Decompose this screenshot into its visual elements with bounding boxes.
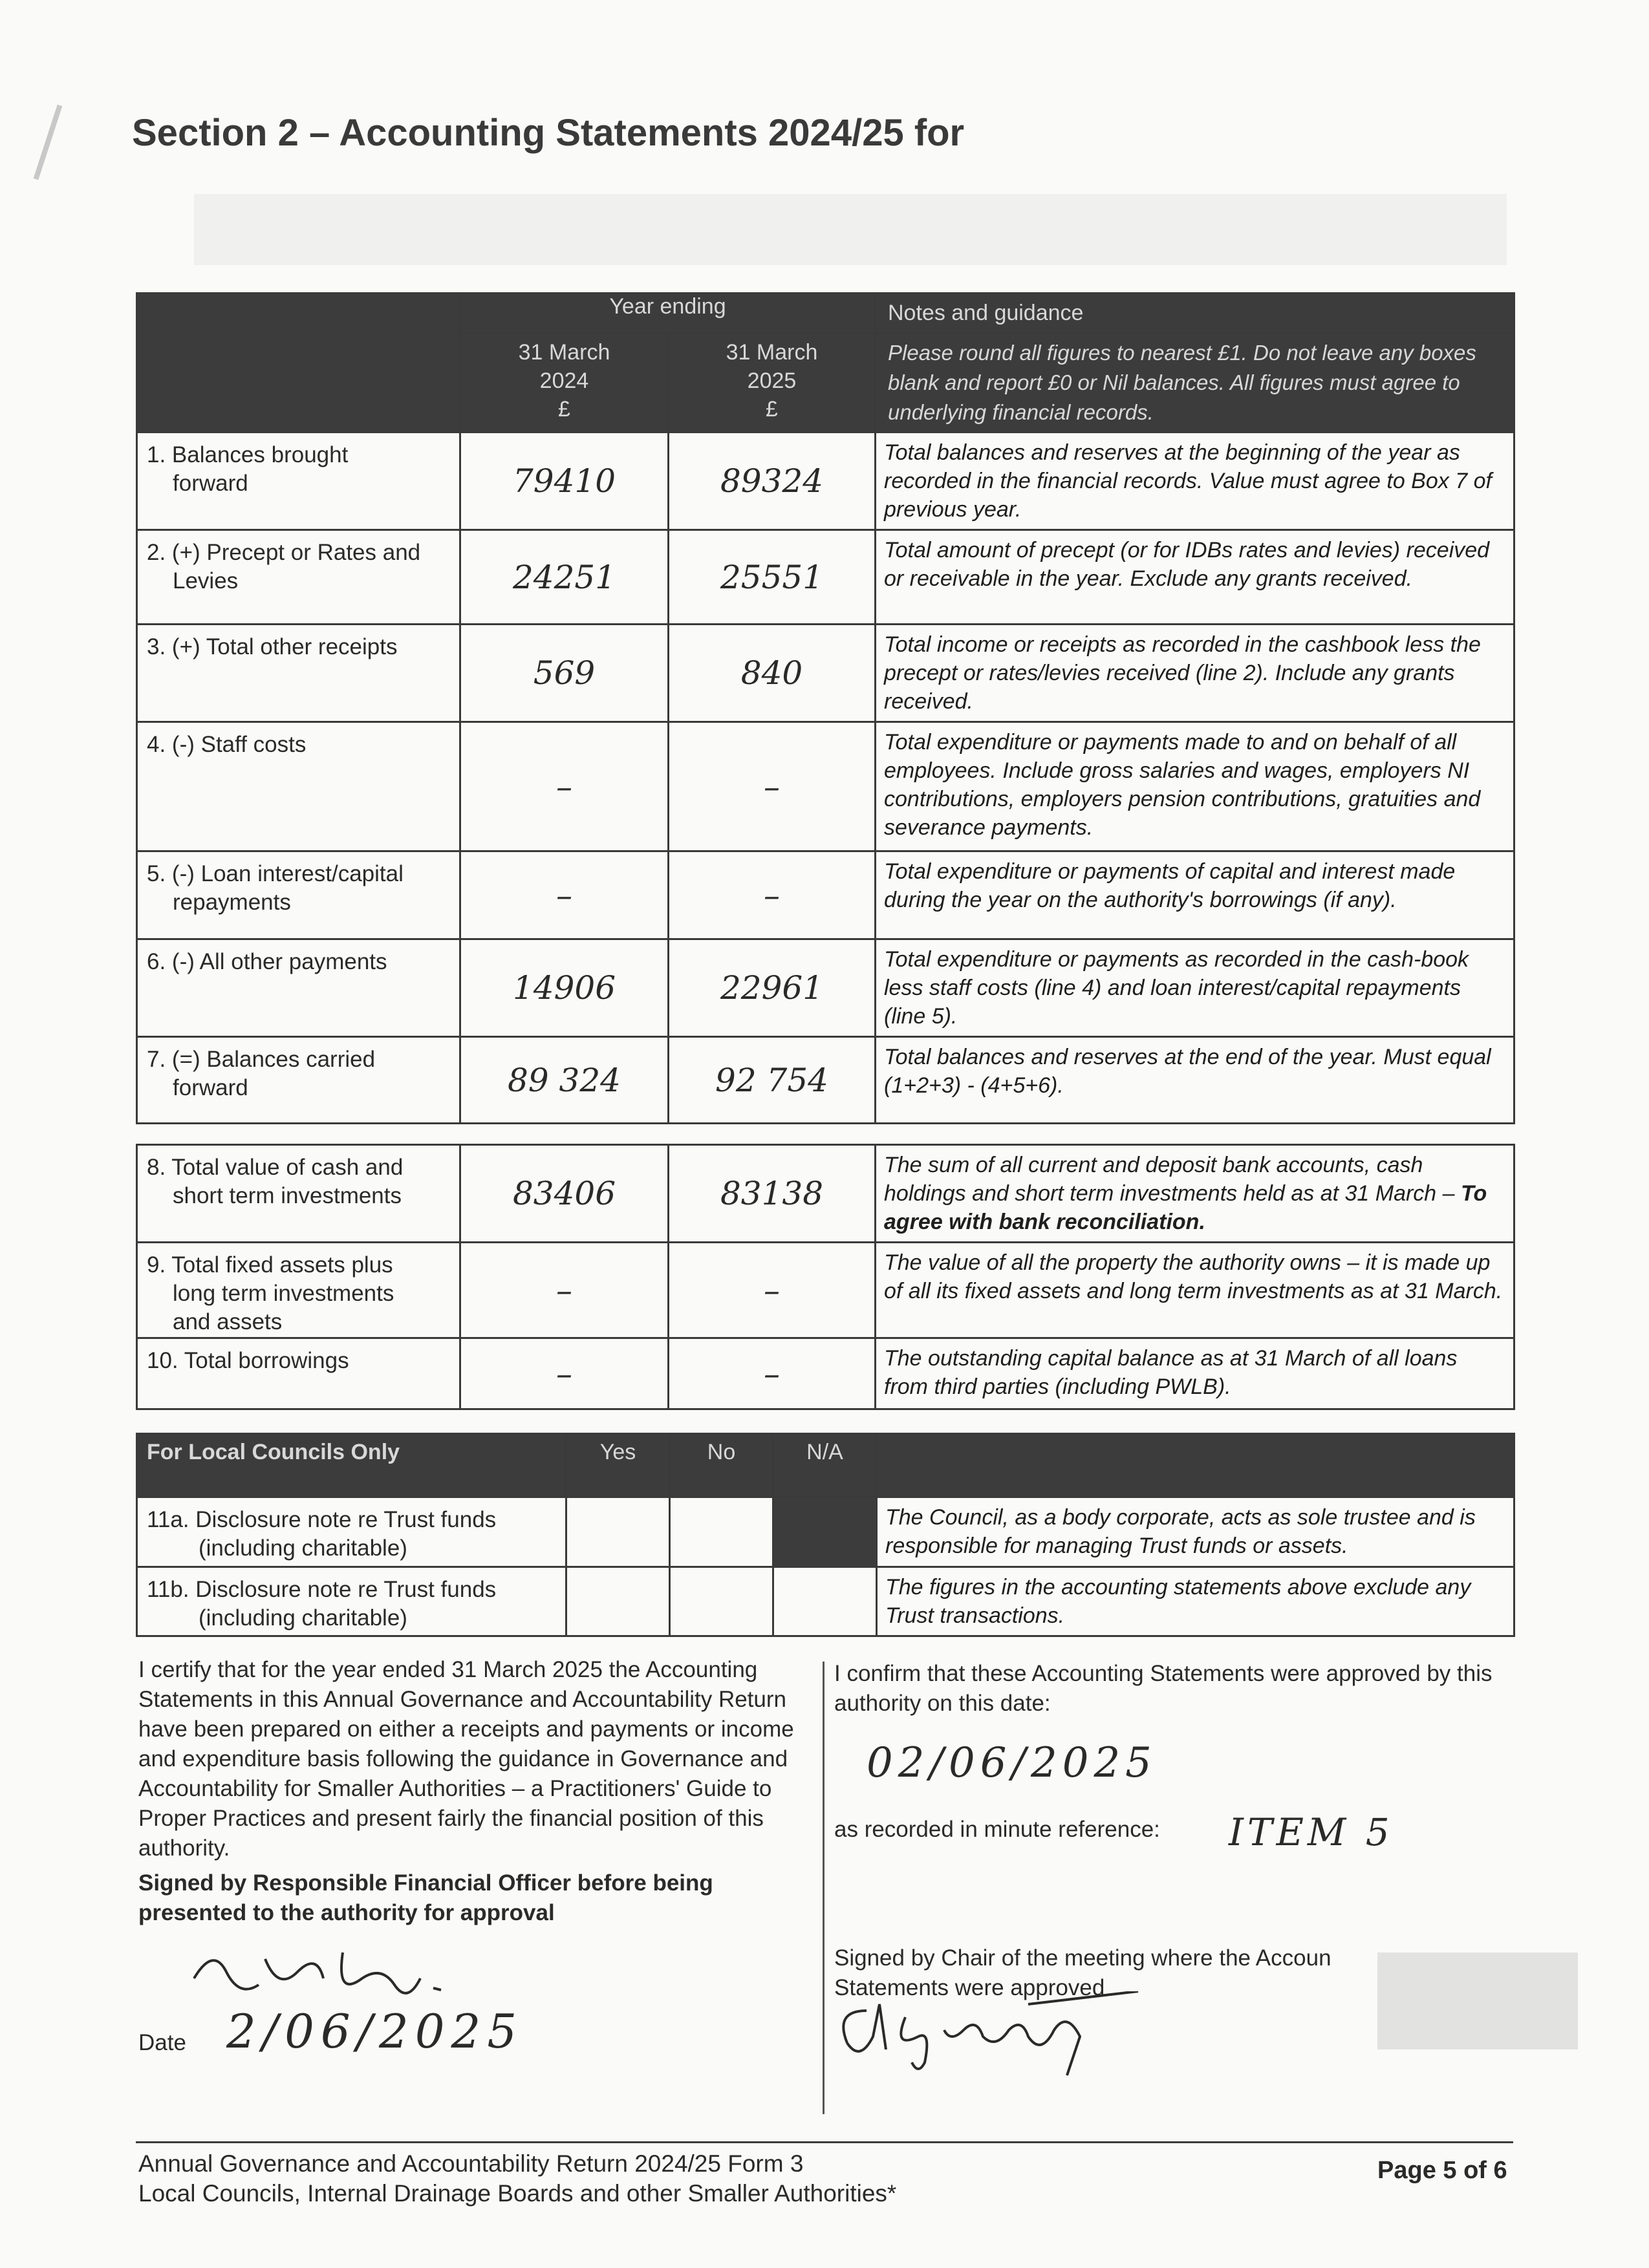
value-2024: 79410	[460, 433, 669, 530]
local-councils-heading: For Local Councils Only	[137, 1434, 566, 1497]
value-2024: 89 324	[460, 1037, 669, 1124]
row-label: 3. (+) Total other receipts	[137, 625, 460, 722]
page-number: Page 5 of 6	[1377, 2157, 1507, 2184]
row-note: The figures in the accounting statements above exclude any Trust transactions.	[877, 1567, 1514, 1636]
value-2025: 840	[669, 625, 876, 722]
row-label: 1. Balances brought forward	[137, 433, 460, 530]
table-gap	[137, 1124, 1514, 1145]
column-divider	[823, 1662, 824, 2114]
row-note: Total amount of precept (or for IDBs rates and levies) received or receivable in the year. Exclude any grants received.	[876, 530, 1514, 625]
table-row	[137, 1243, 1514, 1338]
table-row	[137, 1037, 1514, 1124]
no-checkbox[interactable]	[670, 1497, 773, 1567]
value-2024: 83406	[460, 1145, 669, 1243]
table-row	[137, 1145, 1514, 1243]
footer-line-1: Annual Governance and Accountability Return 2024/25 Form 3	[138, 2150, 804, 2177]
table-row	[137, 722, 1514, 851]
na-header: N/A	[773, 1434, 877, 1497]
row-note: Total income or receipts as recorded in the cashbook less the precept or rates/levies received (line 2). Include any grants received.	[876, 625, 1514, 722]
value-2024: 14906	[460, 939, 669, 1037]
value-2024: –	[460, 1338, 669, 1409]
notes-header: Notes and guidance	[876, 294, 1514, 334]
yes-header: Yes	[566, 1434, 670, 1497]
date-label: Date	[138, 2030, 186, 2055]
row-note: Total expenditure or payments made to and on behalf of all employees. Include gross salaries and wages, employers NI contributions, employers pension contributions, gratuities and severance payments.	[876, 722, 1514, 851]
row-note: The sum of all current and deposit bank accounts, cash holdings and short term investments held as at 31 March – To agree with bank reconciliation.	[876, 1145, 1514, 1243]
value-2025: –	[669, 1243, 876, 1338]
no-header: No	[670, 1434, 773, 1497]
header-blank	[137, 294, 460, 433]
row-note: Total balances and reserves at the beginning of the year as recorded in the financial records. Value must agree to Box 7 of previous year.	[876, 433, 1514, 530]
na-cell-shaded	[773, 1497, 877, 1567]
row-label: 7. (=) Balances carried forward	[137, 1037, 460, 1124]
rfo-signature-caption: Signed by Responsible Financial Officer before being presented to the authority for approval	[138, 1870, 713, 1925]
value-2025: 92 754	[669, 1037, 876, 1124]
footer-text	[138, 2149, 896, 2209]
row-label: 10. Total borrowings	[137, 1338, 460, 1409]
notes-header-blank	[877, 1434, 1514, 1497]
rfo-signature	[188, 1933, 459, 2011]
chair-signature	[834, 1991, 1145, 2082]
row-note: The Council, as a body corporate, acts as sole trustee and is responsible for managing Trust funds or assets.	[877, 1497, 1514, 1567]
scan-artifact	[34, 105, 63, 180]
row-note: The value of all the property the authority owns – it is made up of all its fixed assets and long term investments as at 31 March.	[876, 1243, 1514, 1338]
table-row	[137, 1497, 1514, 1567]
page-title: Section 2 – Accounting Statements 2024/25 for	[132, 112, 965, 154]
approval-text: I confirm that these Accounting Statements were approved by this authority on this date:	[834, 1661, 1493, 1716]
yes-checkbox[interactable]	[566, 1567, 670, 1636]
redacted-block	[1377, 1952, 1578, 2049]
value-2024: –	[460, 851, 669, 939]
value-2025: 25551	[669, 530, 876, 625]
table-row	[137, 433, 1514, 530]
row-label: 8. Total value of cash and short term investments	[137, 1145, 460, 1243]
table-row	[137, 1338, 1514, 1409]
row-note: Total expenditure or payments as recorded in the cash-book less staff costs (line 4) and loan interest/capital repayments (line 5).	[876, 939, 1514, 1037]
table-row	[137, 1567, 1514, 1636]
value-2025: –	[669, 1338, 876, 1409]
value-2025: 89324	[669, 433, 876, 530]
redacted-authority-name	[194, 194, 1507, 265]
row-note: The outstanding capital balance as at 31 March of all loans from third parties (including PWLB).	[876, 1338, 1514, 1409]
footer-rule	[136, 2141, 1513, 2143]
rfo-date-value: 2/06/2025	[226, 2004, 524, 2059]
row-note: Total balances and reserves at the end of the year. Must equal (1+2+3) - (4+5+6).	[876, 1037, 1514, 1124]
row-note: Total expenditure or payments of capital and interest made during the year on the authority's borrowings (if any).	[876, 851, 1514, 939]
row-label: 11a. Disclosure note re Trust funds (including charitable)	[137, 1497, 566, 1567]
value-2024: 569	[460, 625, 669, 722]
table-row	[137, 530, 1514, 625]
value-2024: –	[460, 722, 669, 851]
value-2024: 24251	[460, 530, 669, 625]
approval-date-value: 02/06/2025	[867, 1739, 1157, 1787]
table-row	[137, 625, 1514, 722]
row-label: 6. (-) All other payments	[137, 939, 460, 1037]
value-2025: –	[669, 722, 876, 851]
year-ending-header: Year ending	[460, 294, 876, 334]
value-2024: –	[460, 1243, 669, 1338]
accounting-statements-table	[136, 292, 1515, 1410]
row-label: 2. (+) Precept or Rates and Levies	[137, 530, 460, 625]
footer-line-2: Local Councils, Internal Drainage Boards and other Smaller Authorities*	[138, 2180, 897, 2207]
value-2025: –	[669, 851, 876, 939]
table-row	[137, 939, 1514, 1037]
no-checkbox[interactable]	[670, 1567, 773, 1636]
value-2025: 83138	[669, 1145, 876, 1243]
row-label: 5. (-) Loan interest/capital repayments	[137, 851, 460, 939]
local-councils-table	[136, 1433, 1515, 1637]
col-2025-header: 31 March 2025 £	[669, 334, 876, 433]
col-2024-header: 31 March 2024 £	[460, 334, 669, 433]
row-label: 9. Total fixed assets plus long term investments and assets	[137, 1243, 460, 1338]
value-2025: 22961	[669, 939, 876, 1037]
table-row	[137, 851, 1514, 939]
minute-reference-value: ITEM 5	[1229, 1810, 1394, 1854]
yes-checkbox[interactable]	[566, 1497, 670, 1567]
notes-subheader: Please round all figures to nearest £1. Do not leave any boxes blank and report £0 or Nil balances. All figures must agree to underlying financial records.	[876, 334, 1514, 433]
row-label: 11b. Disclosure note re Trust funds (including charitable)	[137, 1567, 566, 1636]
chair-signature-caption: Signed by Chair of the meeting where the Accoun Statements were approved	[834, 1945, 1331, 2000]
row-label: 4. (-) Staff costs	[137, 722, 460, 851]
minute-reference-label: as recorded in minute reference:	[834, 1817, 1160, 1842]
certification-text: I certify that for the year ended 31 March 2025 the Accounting Statements in this Annual Governance and Accountability Return have been prepared on either a receipts and payments or income and expenditure basis following the guidance in Governance and Accountability for Smaller Authorities – a Practitioners' Guide to Proper Practices and present fairly the financial position of this authority.	[138, 1657, 794, 1861]
na-checkbox[interactable]	[773, 1567, 877, 1636]
